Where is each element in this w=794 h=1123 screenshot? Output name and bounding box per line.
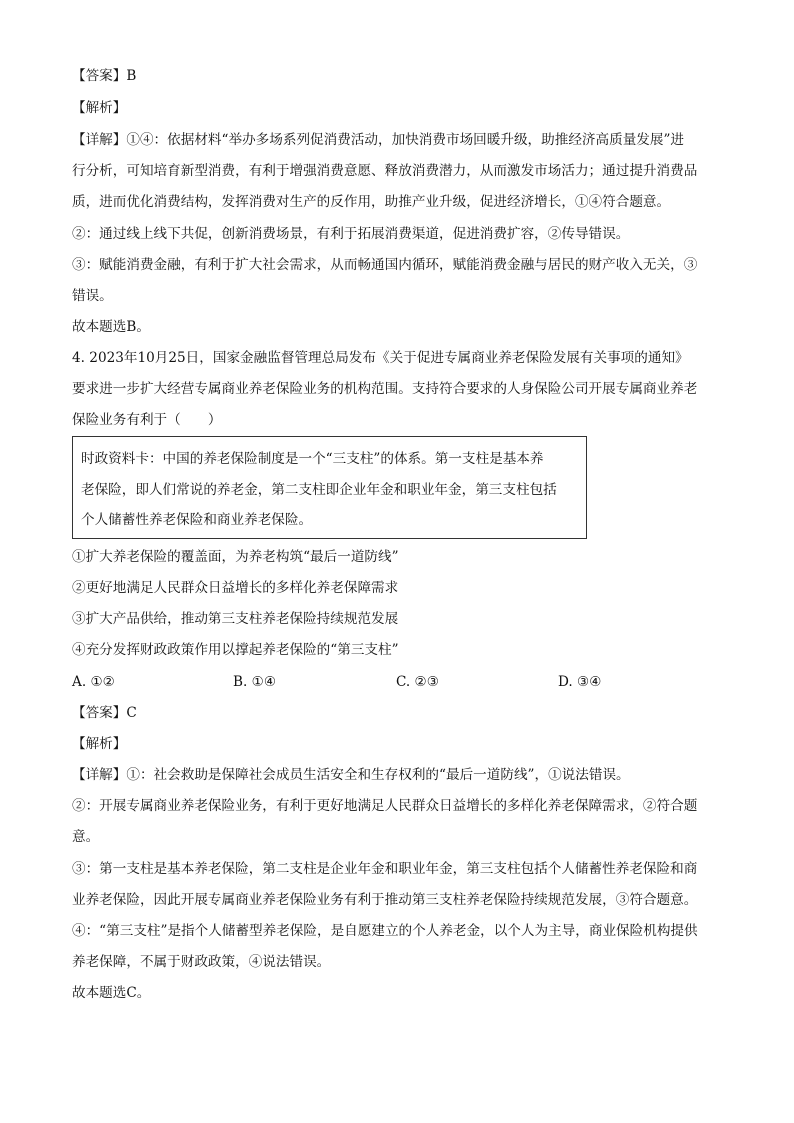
card-line: 老保险，即人们常说的养老金，第二支柱即企业年金和职业年金，第三支柱包括 xyxy=(81,482,557,498)
q4-detail-line: 【详解】①：社会救助是保障社会成员生活安全和生存权利的“最后一道防线”，①说法错误。 xyxy=(72,767,630,783)
card-line: 时政资料卡：中国的养老保险制度是一个“三支柱”的体系。第一支柱是基本养 xyxy=(81,451,544,467)
q4-detail-line: 业养老保险，因此开展专属商业养老保险业务有利于推动第三支柱养老保险持续规范发展，③符合题意。 xyxy=(72,892,698,908)
q4-statement: ④充分发挥财政政策作用以撑起养老保险的“第三支柱” xyxy=(72,642,399,658)
q4-detail-line: 意。 xyxy=(72,829,100,845)
q4-statement: ②更好地满足人民群众日益增长的多样化养老保障需求 xyxy=(72,580,399,596)
option-d: D. ③④ xyxy=(558,674,602,690)
q4-stem-line: 保险业务有利于（ ） xyxy=(72,412,222,428)
q3-detail-line: 行分析，可知培育新型消费，有利于增强消费意愿、释放消费潜力，从而激发市场活力；通过提升消费品 xyxy=(72,163,698,179)
q4-statement: ①扩大养老保险的覆盖面，为养老构筑“最后一道防线” xyxy=(72,549,399,565)
q3-detail-line: ③：赋能消费金融，有利于扩大社会需求，从而畅通国内循环，赋能消费金融与居民的财产收入无关，③ xyxy=(72,257,698,273)
q4-detail-line: ③：第一支柱是基本养老保险，第二支柱是企业年金和职业年金，第三支柱包括个人储蓄性养老保险和商 xyxy=(72,861,698,877)
option-c: C. ②③ xyxy=(396,674,439,690)
q4-answer: 【答案】C xyxy=(72,705,137,721)
option-a: A. ①② xyxy=(72,674,115,690)
q3-conclusion: 故本题选B。 xyxy=(72,319,150,335)
q3-analysis-label: 【解析】 xyxy=(72,100,127,116)
q3-detail-line: 【详解】①④：依据材料“举办多场系列促消费活动，加快消费市场回暖升级，助推经济高质量发展”进 xyxy=(72,132,685,148)
q3-detail-line: ②：通过线上线下共促，创新消费场景，有利于拓展消费渠道，促进消费扩容，②传导错误。 xyxy=(72,226,630,242)
q4-analysis-label: 【解析】 xyxy=(72,736,127,752)
q3-detail-line: 错误。 xyxy=(72,288,113,304)
q4-conclusion: 故本题选C。 xyxy=(72,985,151,1001)
policy-info-card xyxy=(72,436,587,539)
q3-detail-line: 质，进而优化消费结构，发挥消费对生产的反作用，助推产业升级，促进经济增长，①④符合题意。 xyxy=(72,194,671,210)
q4-detail-line: ④：“第三支柱”是指个人储蓄型养老保险，是自愿建立的个人养老金，以个人为主导，商业保险机构提供 xyxy=(72,923,698,939)
q4-detail-line: ②：开展专属商业养老保险业务，有利于更好地满足人民群众日益增长的多样化养老保障需求，②符合题 xyxy=(72,798,698,814)
option-b: B. ①④ xyxy=(233,674,277,690)
q3-answer: 【答案】B xyxy=(72,68,137,84)
card-line: 个人储蓄性养老保险和商业养老保险。 xyxy=(81,512,313,528)
q4-stem-line: 4. 2023年10月25日，国家金融监督管理总局发布《关于促进专属商业养老保险发展有关事项的通知》 xyxy=(72,350,689,366)
q4-stem-line: 要求进一步扩大经营专属商业养老保险业务的机构范围。支持符合要求的人身保险公司开展专属商业养老 xyxy=(72,381,698,397)
q4-detail-line: 养老保障，不属于财政政策，④说法错误。 xyxy=(72,954,331,970)
q4-statement: ③扩大产品供给，推动第三支柱养老保险持续规范发展 xyxy=(72,611,399,627)
